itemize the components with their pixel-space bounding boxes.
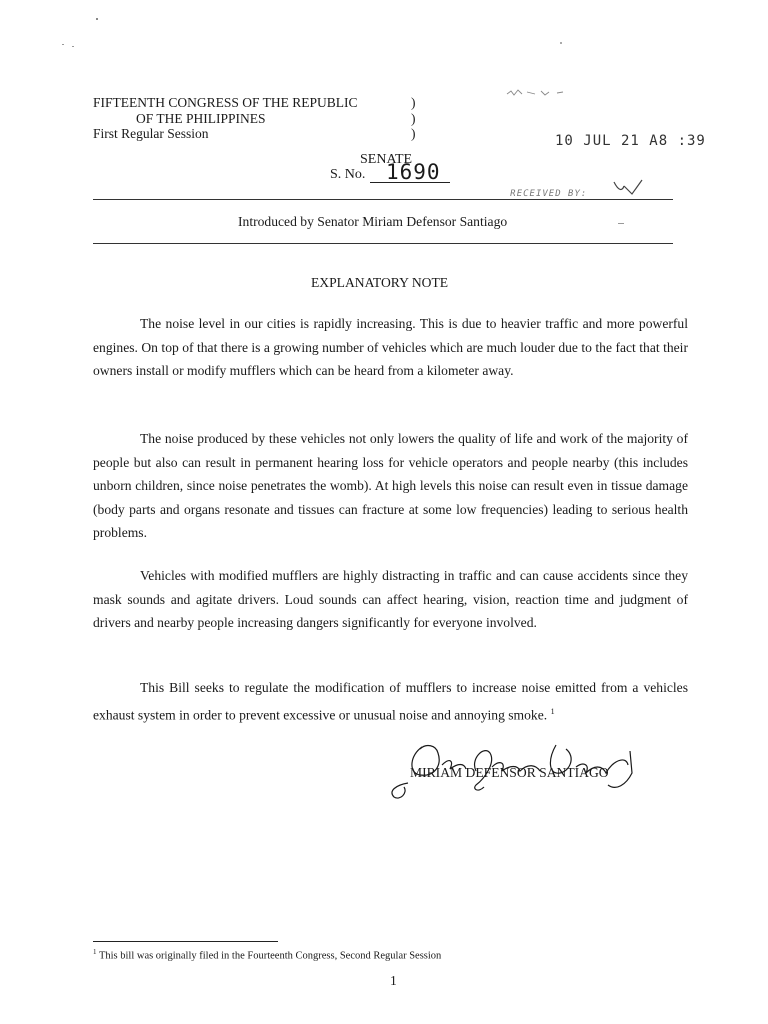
header-paren: ) bbox=[411, 111, 416, 126]
footnote-marker: 1 bbox=[93, 948, 97, 956]
stamp-initials-mark bbox=[610, 176, 645, 198]
bill-number: 1690 bbox=[386, 160, 441, 184]
scan-speck bbox=[618, 223, 624, 224]
received-stamp-date: 10 JUL 21 A8 :39 bbox=[555, 133, 706, 149]
note-title: EXPLANATORY NOTE bbox=[311, 275, 449, 290]
paragraph-4-text: This Bill seeks to regulate the modification of mufflers to increase noise emitted from a vehicles exhaust system in order to prevent excessive or unusual noise and annoying smoke. bbox=[93, 680, 688, 723]
footnote-reference: 1 bbox=[550, 706, 555, 716]
chamber-label: SENATE bbox=[360, 152, 413, 167]
bill-number-prefix: S. No. bbox=[330, 167, 366, 182]
scan-speck bbox=[560, 42, 562, 44]
footnote-text: This bill was originally filed in the Fourteenth Congress, Second Regular Session bbox=[98, 950, 442, 962]
congress-title: FIFTEENTH CONGRESS OF THE REPUBLIC bbox=[93, 95, 358, 110]
page-number: 1 bbox=[390, 973, 397, 988]
header-paren: ) bbox=[411, 126, 416, 141]
introduced-by: Introduced by Senator Miriam Defensor Santiago bbox=[238, 214, 508, 229]
bill-number-underline bbox=[370, 182, 450, 183]
congress-subtitle: OF THE PHILIPPINES bbox=[136, 111, 266, 126]
header-paren: ) bbox=[411, 95, 416, 110]
signatory-name: MIRIAM DEFENSOR SANTIAGO bbox=[410, 765, 609, 780]
paragraph-1 bbox=[93, 312, 688, 383]
footnote bbox=[93, 948, 441, 962]
paragraph-2 bbox=[93, 427, 688, 545]
top-divider bbox=[93, 199, 673, 200]
paragraph-4 bbox=[93, 676, 688, 727]
bottom-divider bbox=[93, 243, 673, 244]
paragraph-3 bbox=[93, 564, 688, 635]
received-stamp-label: RECEIVED BY: bbox=[509, 189, 588, 199]
paragraph-3-text: Vehicles with modified mufflers are highly distracting in traffic and can cause accidents since they mask sounds and agitate drivers. Loud sounds can affect hearing, vision, reaction time and judgment of drivers and nearby people increasing dangers significantly for everyone involved. bbox=[93, 568, 688, 630]
footnote-divider bbox=[93, 941, 278, 942]
scan-speck bbox=[72, 46, 74, 47]
paragraph-2-text: The noise produced by these vehicles not only lowers the quality of life and work of the majority of people but also can result in permanent hearing loss for vehicle operators and people nearby (this includes unborn children, since noise penetrates the womb). At high levels this noise can result even in tissue damage (body parts and organs resonate and tissues can fracture at some low frequencies) leading to serious health problems. bbox=[93, 431, 688, 540]
scan-speck bbox=[96, 18, 98, 20]
scan-speck bbox=[62, 44, 64, 45]
paragraph-1-text: The noise level in our cities is rapidly increasing. This is due to heavier traffic and more powerful engines. On top of that there is a growing number of vehicles which are much louder due to the fact that their owners install or modify mufflers which can be heard from a kilometer away. bbox=[93, 316, 688, 378]
session-label: First Regular Session bbox=[93, 126, 209, 141]
stamp-smudge bbox=[505, 86, 575, 100]
